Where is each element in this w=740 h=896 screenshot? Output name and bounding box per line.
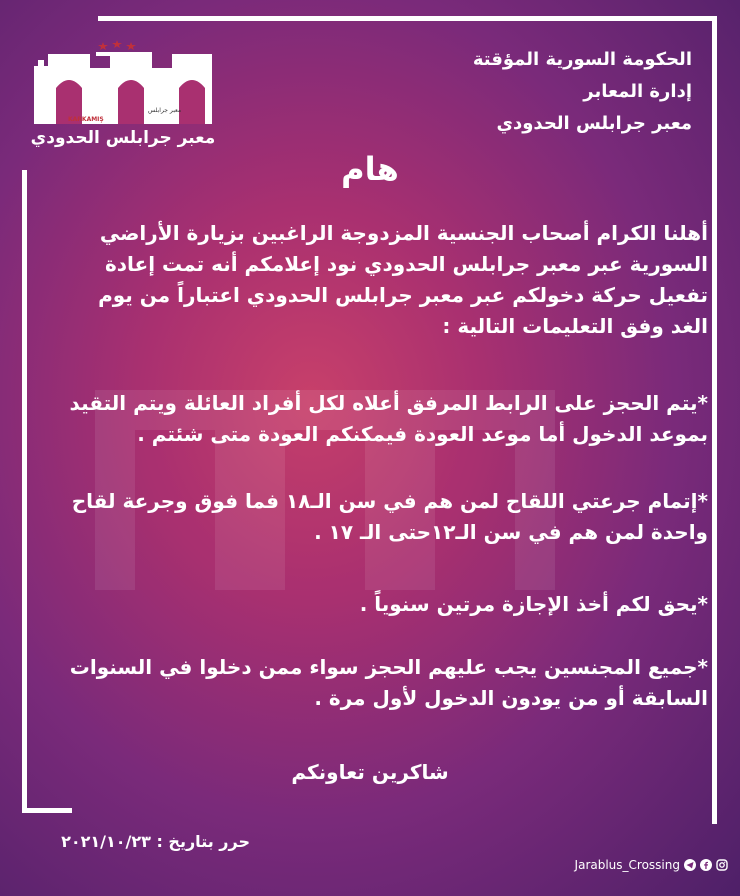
instruction-line: *يتم الحجز على الرابط المرفق أعلاه لكل أفراد العائلة ويتم التقيد <box>69 391 708 415</box>
telegram-icon[interactable] <box>684 859 696 871</box>
closing-thanks: شاكرين تعاونكم <box>291 760 449 784</box>
header-department: إدارة المعابر <box>583 81 692 102</box>
instruction-line: *جميع المجنسين يجب عليهم الحجز سواء ممن دخلوا في السنوات <box>69 655 708 679</box>
instruction-leave <box>48 589 708 620</box>
header-government: الحكومة السورية المؤقتة <box>472 49 692 70</box>
social-handle[interactable]: Jarablus_Crossing <box>574 858 680 872</box>
instruction-naturalized <box>48 652 708 714</box>
page-title: هام <box>341 150 399 188</box>
crossing-logo <box>28 38 218 156</box>
frame-bottom-border <box>22 808 72 813</box>
issue-date: حرر بتاريخ : ٢٠٢١/١٠/٢٣ <box>61 832 250 851</box>
intro-line: السورية عبر معبر جرابلس الحدودي نود إعلامكم أنه تمت إعادة <box>104 252 708 276</box>
logo-brand-tag: KARKAMIŞ <box>68 116 104 123</box>
instruction-line: السابقة أو من يودون الدخول لأول مرة . <box>314 686 708 710</box>
logo-caption: معبر جرابلس الحدودي <box>30 128 216 148</box>
instruction-line: بموعد الدخول أما موعد العودة فيمكنكم العودة متى شئتم . <box>137 422 708 446</box>
gate-logo-icon <box>28 38 218 128</box>
intro-paragraph <box>48 218 708 342</box>
logo-arch-label: معبر جرابلس <box>148 107 182 114</box>
facebook-icon[interactable] <box>700 859 712 871</box>
frame-top-border <box>98 16 716 21</box>
frame-right-border <box>712 16 717 824</box>
instruction-booking <box>48 388 708 450</box>
intro-line: أهلنا الكرام أصحاب الجنسية المزدوجة الراغبين بزيارة الأراضي <box>99 221 708 245</box>
issuer-header <box>473 44 692 140</box>
watermark-logo-icon <box>95 330 555 590</box>
social-footer <box>571 858 728 872</box>
header-crossing: معبر جرابلس الحدودي <box>496 113 692 134</box>
instruction-line: *يحق لكم أخذ الإجازة مرتين سنوياً . <box>359 592 708 616</box>
instruction-line: *إتمام جرعتي اللقاح لمن هم في سن الـ١٨ فما فوق وجرعة لقاح <box>71 489 708 513</box>
intro-line: الغد وفق التعليمات التالية : <box>442 314 708 338</box>
instagram-icon[interactable] <box>716 859 728 871</box>
instruction-vaccination <box>48 486 708 548</box>
instruction-line: واحدة لمن هم في سن الـ١٢حتى الـ ١٧ . <box>314 520 708 544</box>
intro-line: تفعيل حركة دخولكم عبر معبر جرابلس الحدودي اعتباراً من يوم <box>98 283 708 307</box>
frame-left-border <box>22 170 27 810</box>
